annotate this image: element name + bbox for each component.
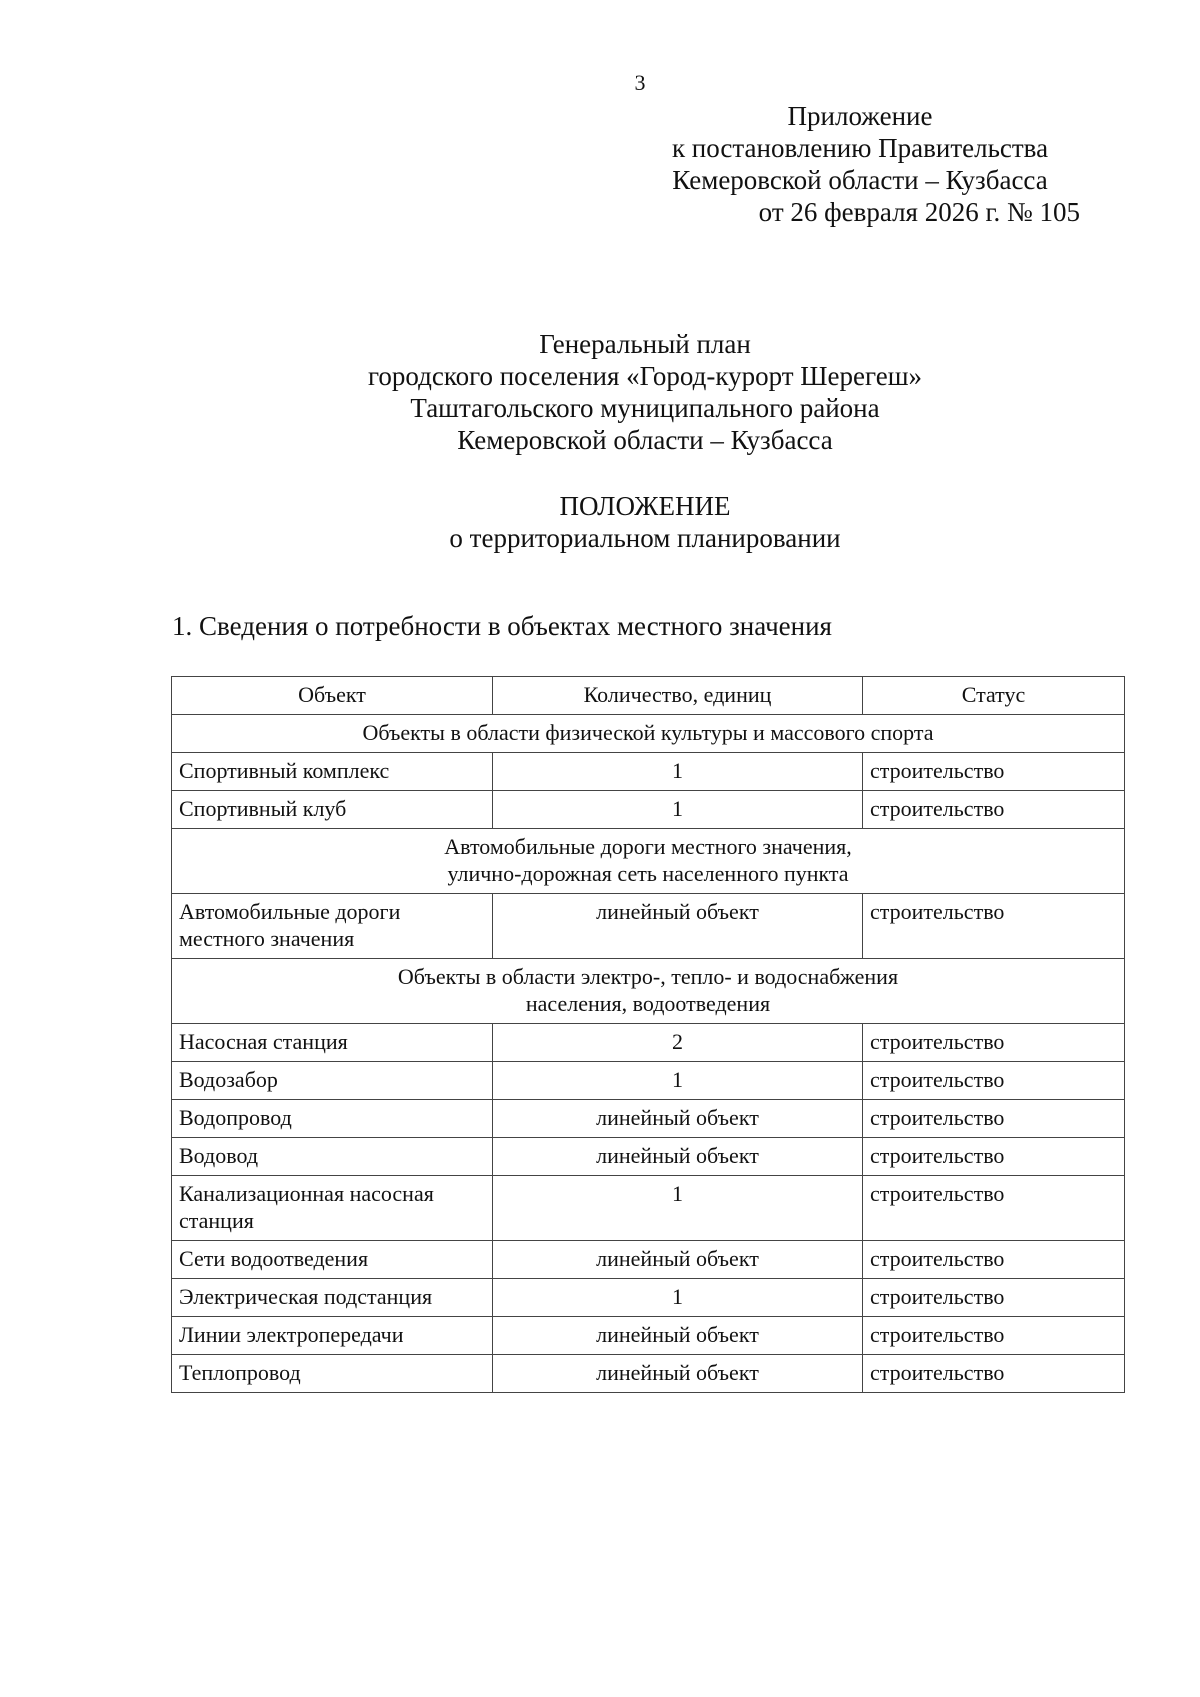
group-row [172, 959, 1125, 1024]
group-title [172, 959, 1125, 1024]
table-header-row [172, 677, 1125, 715]
status-cell: строительство [863, 1138, 1125, 1176]
quantity-cell: линейный объект [493, 1317, 863, 1355]
object-cell [172, 1176, 493, 1241]
object-cell: Спортивный клуб [172, 791, 493, 829]
table-row [172, 1062, 1125, 1100]
group-row [172, 715, 1125, 753]
table-row [172, 1138, 1125, 1176]
table-row [172, 1100, 1125, 1138]
quantity-cell: 1 [493, 1062, 863, 1100]
object-cell: Водопровод [172, 1100, 493, 1138]
status-cell: строительство [863, 1024, 1125, 1062]
status-cell: строительство [863, 1241, 1125, 1279]
appendix-date-line: от 26 февраля 2026 г. № 105 [758, 197, 1080, 227]
appendix-block [640, 100, 1080, 228]
group-title [172, 829, 1125, 894]
table-row [172, 1355, 1125, 1393]
status-cell: строительство [863, 1279, 1125, 1317]
status-cell: строительство [863, 1062, 1125, 1100]
object-cell [172, 894, 493, 959]
group-title: Объекты в области физической культуры и массового спорта [172, 715, 1125, 753]
object-cell-line: Автомобильные дороги [179, 899, 401, 924]
table-row [172, 753, 1125, 791]
header-quantity: Количество, единиц [493, 677, 863, 715]
group-title-line: Автомобильные дороги местного значения, [444, 834, 852, 859]
quantity-cell: линейный объект [493, 1138, 863, 1176]
subtitle-line: ПОЛОЖЕНИЕ [559, 491, 731, 521]
header-object: Объект [172, 677, 493, 715]
appendix-line: Приложение [787, 101, 933, 131]
object-cell-line: станция [179, 1208, 254, 1233]
appendix-line: к постановлению Правительства [671, 133, 1049, 163]
title-line: Генеральный план [539, 329, 751, 359]
object-cell: Электрическая подстанция [172, 1279, 493, 1317]
table-row [172, 1176, 1125, 1241]
document-title [0, 328, 1200, 456]
quantity-cell: линейный объект [493, 1100, 863, 1138]
status-cell: строительство [863, 1355, 1125, 1393]
section-heading: 1. Сведения о потребности в объектах местного значения [172, 611, 832, 641]
needs-table [171, 676, 1125, 1393]
table-row [172, 1317, 1125, 1355]
title-line: Таштагольского муниципального района [410, 393, 880, 423]
title-line: Кемеровской области – Кузбасса [457, 425, 833, 455]
appendix-line: Кемеровской области – Кузбасса [672, 165, 1048, 195]
group-title-line: улично-дорожная сеть населенного пункта [447, 861, 849, 886]
quantity-cell: линейный объект [493, 1241, 863, 1279]
quantity-cell: 2 [493, 1024, 863, 1062]
status-cell: строительство [863, 1176, 1125, 1241]
group-title-line: населения, водоотведения [525, 991, 771, 1016]
table-row [172, 1279, 1125, 1317]
object-cell: Насосная станция [172, 1024, 493, 1062]
object-cell: Спортивный комплекс [172, 753, 493, 791]
document-subtitle [0, 490, 1200, 554]
quantity-cell: 1 [493, 1176, 863, 1241]
status-cell: строительство [863, 1317, 1125, 1355]
title-line: городского поселения «Город-курорт Шерегеш» [367, 361, 922, 391]
object-cell: Водовод [172, 1138, 493, 1176]
quantity-cell: 1 [493, 1279, 863, 1317]
table-row [172, 1024, 1125, 1062]
quantity-cell: линейный объект [493, 1355, 863, 1393]
quantity-cell: 1 [493, 753, 863, 791]
subtitle-line: о территориальном планировании [449, 523, 841, 553]
object-cell: Теплопровод [172, 1355, 493, 1393]
quantity-cell: линейный объект [493, 894, 863, 959]
status-cell: строительство [863, 1100, 1125, 1138]
group-title-line: Объекты в области электро-, тепло- и водоснабжения [397, 964, 899, 989]
table-row [172, 791, 1125, 829]
header-status: Статус [863, 677, 1125, 715]
object-cell: Линии электропередачи [172, 1317, 493, 1355]
group-row [172, 829, 1125, 894]
object-cell: Водозабор [172, 1062, 493, 1100]
status-cell: строительство [863, 791, 1125, 829]
object-cell-line: местного значения [179, 926, 355, 951]
table-row [172, 894, 1125, 959]
object-cell-line: Канализационная насосная [179, 1181, 434, 1206]
page-number: 3 [634, 70, 646, 95]
quantity-cell: 1 [493, 791, 863, 829]
status-cell: строительство [863, 753, 1125, 791]
table-row [172, 1241, 1125, 1279]
object-cell: Сети водоотведения [172, 1241, 493, 1279]
status-cell: строительство [863, 894, 1125, 959]
